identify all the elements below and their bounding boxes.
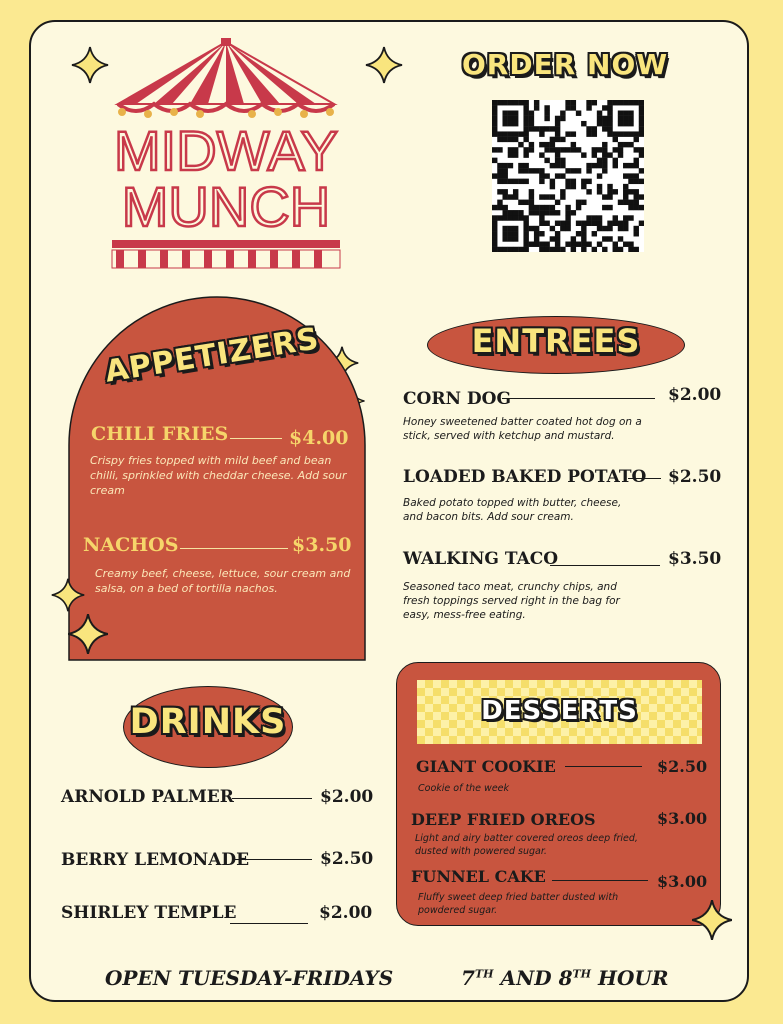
sparkle-star-icon (66, 612, 110, 656)
divider (230, 438, 282, 439)
appetizer-price: $3.50 (292, 534, 352, 556)
sparkle-star-icon (690, 898, 734, 942)
entree-price: $2.00 (668, 385, 722, 405)
divider (180, 548, 288, 549)
dessert-description: Light and airy batter covered oreos deep fried, dusted with powered sugar. (415, 833, 638, 857)
divider (565, 766, 642, 767)
drink-price: $2.00 (320, 787, 374, 807)
entree-price: $2.50 (668, 467, 722, 487)
dessert-price: $3.00 (657, 809, 708, 828)
footer-hour-end: HOUR (591, 966, 669, 990)
dessert-description: Cookie of the week (418, 783, 510, 794)
footer-hours (461, 966, 668, 990)
dessert-price: $2.50 (657, 757, 708, 776)
divider (550, 565, 660, 566)
footer-sup-a: TH (474, 967, 494, 981)
desserts-heading: DESSERTS (481, 696, 638, 726)
drink-name: SHIRLEY TEMPLE (61, 903, 237, 923)
entree-description: Honey sweetened batter coated hot dog on a stick, served with ketchup and mustard. (403, 416, 642, 442)
qr-code[interactable] (492, 100, 644, 252)
divider (628, 478, 661, 479)
order-now-heading: ORDER NOW (462, 48, 669, 81)
entree-name: CORN DOG (403, 389, 511, 409)
footer-hour-a: 7 (461, 966, 475, 990)
divider (230, 923, 308, 924)
dessert-name: GIANT COOKIE (416, 757, 556, 776)
divider (502, 398, 655, 399)
footer-days: OPEN TUESDAY-FRIDAYS (105, 966, 394, 990)
appetizer-price: $4.00 (289, 427, 349, 449)
dessert-name: FUNNEL CAKE (411, 867, 546, 886)
sparkle-star-icon (70, 45, 110, 85)
footer-hour-mid: AND 8 (493, 966, 573, 990)
footer-sup-b: TH (572, 967, 592, 981)
logo-line1: MIDWAY (114, 119, 338, 182)
dessert-price: $3.00 (657, 872, 708, 891)
drink-price: $2.50 (320, 849, 374, 869)
entree-description: Baked potato topped with butter, cheese, and bacon bits. Add sour cream. (403, 497, 622, 523)
drink-price: $2.00 (319, 903, 373, 923)
sparkle-star-icon (50, 577, 86, 613)
drink-name: ARNOLD PALMER (61, 787, 234, 807)
logo-line2: MUNCH (121, 175, 331, 238)
entree-description: Seasoned taco meat, crunchy chips, and fresh toppings served right in the bag for easy, mess-free eating. (403, 581, 620, 621)
divider (232, 798, 312, 799)
appetizer-description: Crispy fries topped with mild beef and bean chilli, sprinkled with cheddar cheese. Add sour cream (90, 454, 347, 497)
appetizer-name: NACHOS (83, 534, 179, 556)
entrees-heading: ENTREES (471, 322, 641, 360)
divider (232, 859, 312, 860)
appetizer-description: Creamy beef, cheese, lettuce, sour cream and salsa, on a bed of tortilla nachos. (95, 567, 351, 595)
drinks-heading: DRINKS (129, 702, 287, 742)
drink-name: BERRY LEMONADE (61, 850, 250, 870)
appetizers-heading: APPETIZERS (102, 321, 322, 390)
entree-price: $3.50 (668, 549, 722, 569)
dessert-name: DEEP FRIED OREOS (411, 810, 596, 829)
dessert-description: Fluffy sweet deep fried batter dusted with powdered sugar. (418, 892, 619, 916)
appetizer-name: CHILI FRIES (91, 423, 229, 445)
sparkle-star-icon (364, 45, 404, 85)
qr-code-icon (492, 100, 644, 252)
entree-name: LOADED BAKED POTATO (403, 467, 647, 487)
midway-munch-logo (108, 38, 344, 270)
entree-name: WALKING TACO (403, 549, 559, 569)
divider (552, 880, 648, 881)
